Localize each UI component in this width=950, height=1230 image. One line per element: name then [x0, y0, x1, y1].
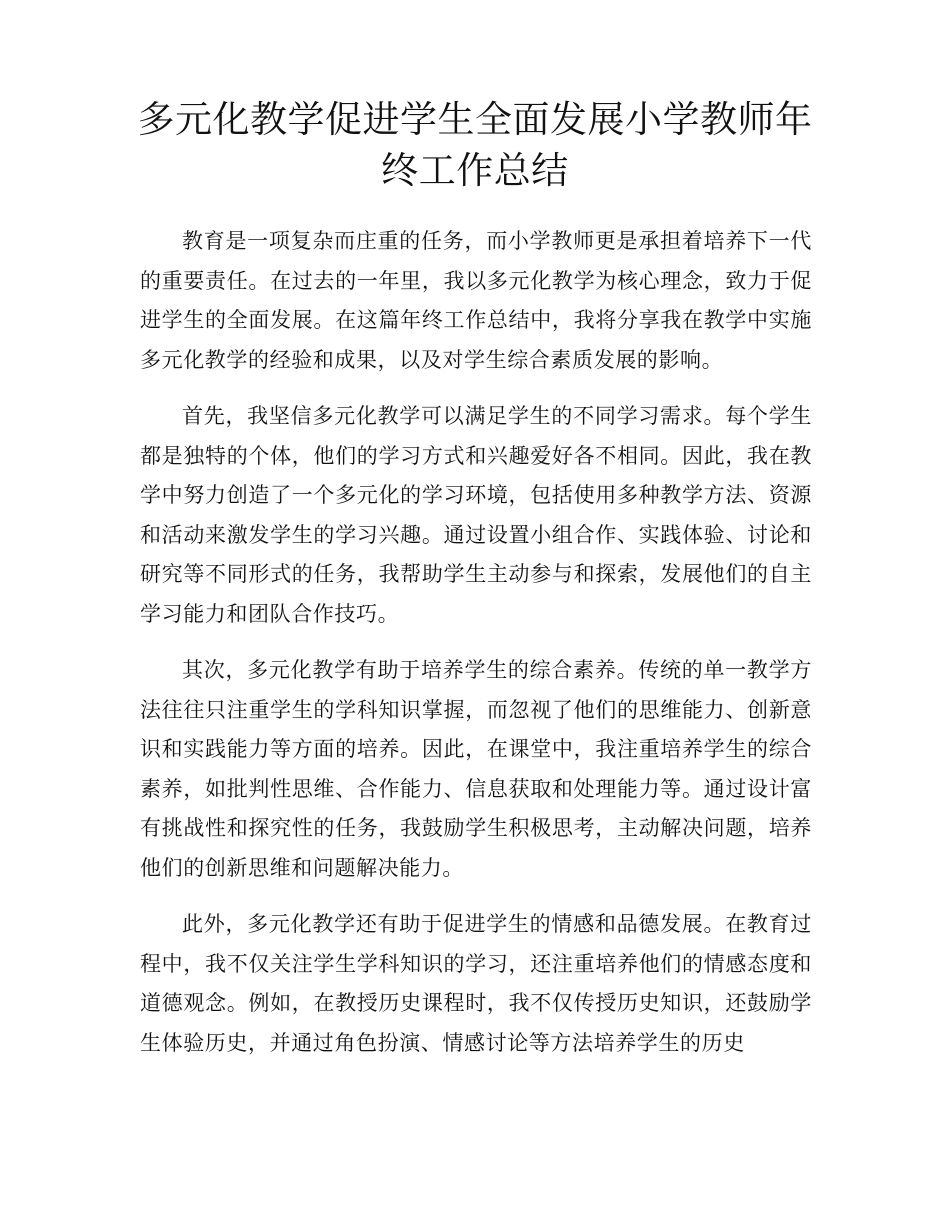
document-title: 多元化教学促进学生全面发展小学教师年终工作总结: [137, 98, 813, 192]
paragraph-intro: 教育是一项复杂而庄重的任务，而小学教师更是承担着培养下一代的重要责任。在过去的一年里，我以多元化教学为核心理念，致力于促进学生的全面发展。在这篇年终工作总结中，我将分享我在教学中实施多元化教学的经验和成果，以及对学生综合素质发展的影响。: [140, 229, 812, 372]
paragraph-first: 首先，我坚信多元化教学可以满足学生的不同学习需求。每个学生都是独特的个体，他们的学习方式和兴趣爱好各不相同。因此，我在教学中努力创造了一个多元化的学习环境，包括使用多种教学方法、资源和活动来激发学生的学习兴趣。通过设置小组合作、实践体验、讨论和研究等不同形式的任务，我帮助学生主动参与和探索，发展他们的自主学习能力和团队合作技巧。: [140, 404, 812, 626]
paragraph-third: 此外，多元化教学还有助于促进学生的情感和品德发展。在教育过程中，我不仅关注学生学科知识的学习，还注重培养他们的情感态度和道德观念。例如，在教授历史课程时，我不仅传授历史知识，还鼓励学生体验历史，并通过角色扮演、情感讨论等方法培养学生的历史: [140, 912, 812, 1055]
paragraph-second: 其次，多元化教学有助于培养学生的综合素养。传统的单一教学方法往往只注重学生的学科知识掌握，而忽视了他们的思维能力、创新意识和实践能力等方面的培养。因此，在课堂中，我注重培养学生的综合素养，如批判性思维、合作能力、信息获取和处理能力等。通过设计富有挑战性和探究性的任务，我鼓励学生积极思考，主动解决问题，培养他们的创新思维和问题解决能力。: [140, 658, 812, 880]
document-body: [140, 222, 812, 1080]
